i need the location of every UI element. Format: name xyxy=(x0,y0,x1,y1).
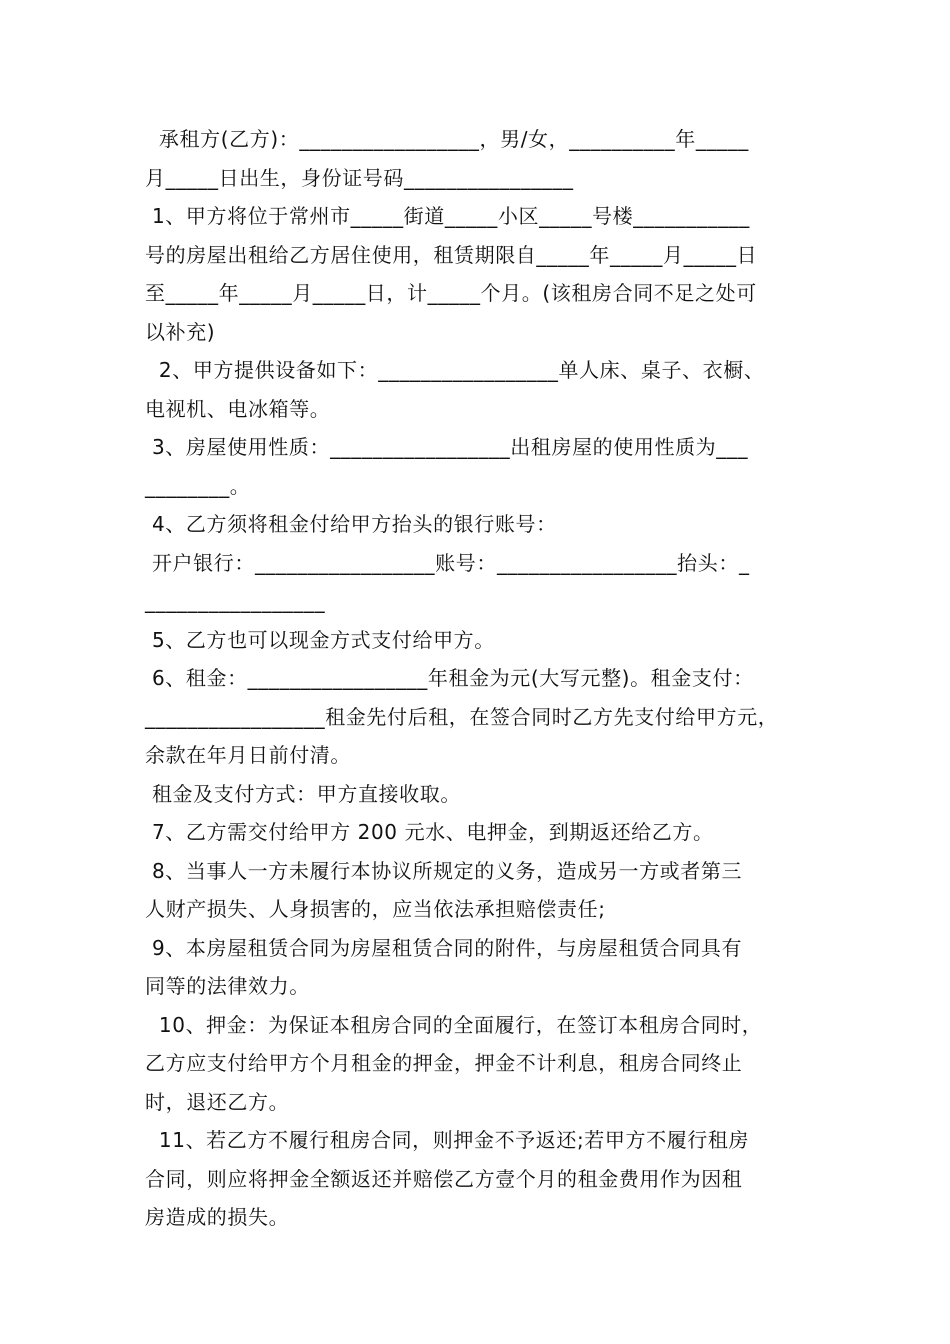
text-line: ________。 xyxy=(145,473,251,498)
text-line: 房造成的损失。 xyxy=(145,1205,290,1229)
text-line: 号的房屋出租给乙方居住使用，租赁期限自_____年_____月_____日 xyxy=(145,242,758,267)
text-line: 2、甲方提供设备如下：_________________单人床、桌子、衣橱、 xyxy=(145,358,765,382)
text-line: 开户银行：_________________账号：_________________抬头：_ xyxy=(145,550,750,575)
text-line: 以补充) xyxy=(145,319,216,344)
text-line: _________________ xyxy=(145,589,326,613)
text-line: 9、本房屋租赁合同为房屋租赁合同的附件，与房屋租赁合同具有 xyxy=(145,935,743,960)
text-line: 余款在年月日前付清。 xyxy=(145,743,351,767)
text-line: 11、若乙方不履行租房合同，则押金不予返还;若甲方不履行租房 xyxy=(145,1128,750,1152)
text-line: 人财产损失、人身损害的，应当依法承担赔偿责任; xyxy=(145,897,606,921)
text-line: 4、乙方须将租金付给甲方抬头的银行账号： xyxy=(145,512,557,536)
document-body xyxy=(145,120,820,1237)
text-line: 合同，则应将押金全额返还并赔偿乙方壹个月的租金费用作为因租 xyxy=(145,1166,743,1191)
text-line: 电视机、电冰箱等。 xyxy=(145,396,331,421)
text-line: 7、乙方需交付给甲方 200 元水、电押金，到期返还给乙方。 xyxy=(145,820,714,844)
text-line: 5、乙方也可以现金方式支付给甲方。 xyxy=(145,627,495,652)
text-line: 8、当事人一方未履行本协议所规定的义务，造成另一方或者第三 xyxy=(145,858,743,883)
text-line: _________________租金先付后租，在签合同时乙方先支付给甲方元， xyxy=(145,704,779,729)
text-line: 1、甲方将位于常州市_____街道_____小区_____号楼___________ xyxy=(145,204,750,228)
text-line: 至_____年_____月_____日，计_____个月。(该租房合同不足之处可 xyxy=(145,281,757,305)
text-line: 同等的法律效力。 xyxy=(145,974,310,998)
text-line: 10、押金：为保证本租房合同的全面履行，在签订本租房合同时， xyxy=(145,1012,763,1037)
text-line: 乙方应支付给甲方个月租金的押金，押金不计利息，租房合同终止 xyxy=(145,1051,743,1075)
text-line: 承租方(乙方)：_________________，男/女，__________年_____ xyxy=(145,127,749,151)
text-line: 6、租金：_________________年租金为元(大写元整)。租金支付： xyxy=(145,666,754,690)
text-line: 时，退还乙方。 xyxy=(145,1089,290,1114)
text-line: 租金及支付方式：甲方直接收取。 xyxy=(145,781,461,806)
text-line: 月_____日出生，身份证号码________________ xyxy=(145,165,574,190)
text-line: 3、房屋使用性质：_________________出租房屋的使用性质为___ xyxy=(145,435,749,459)
